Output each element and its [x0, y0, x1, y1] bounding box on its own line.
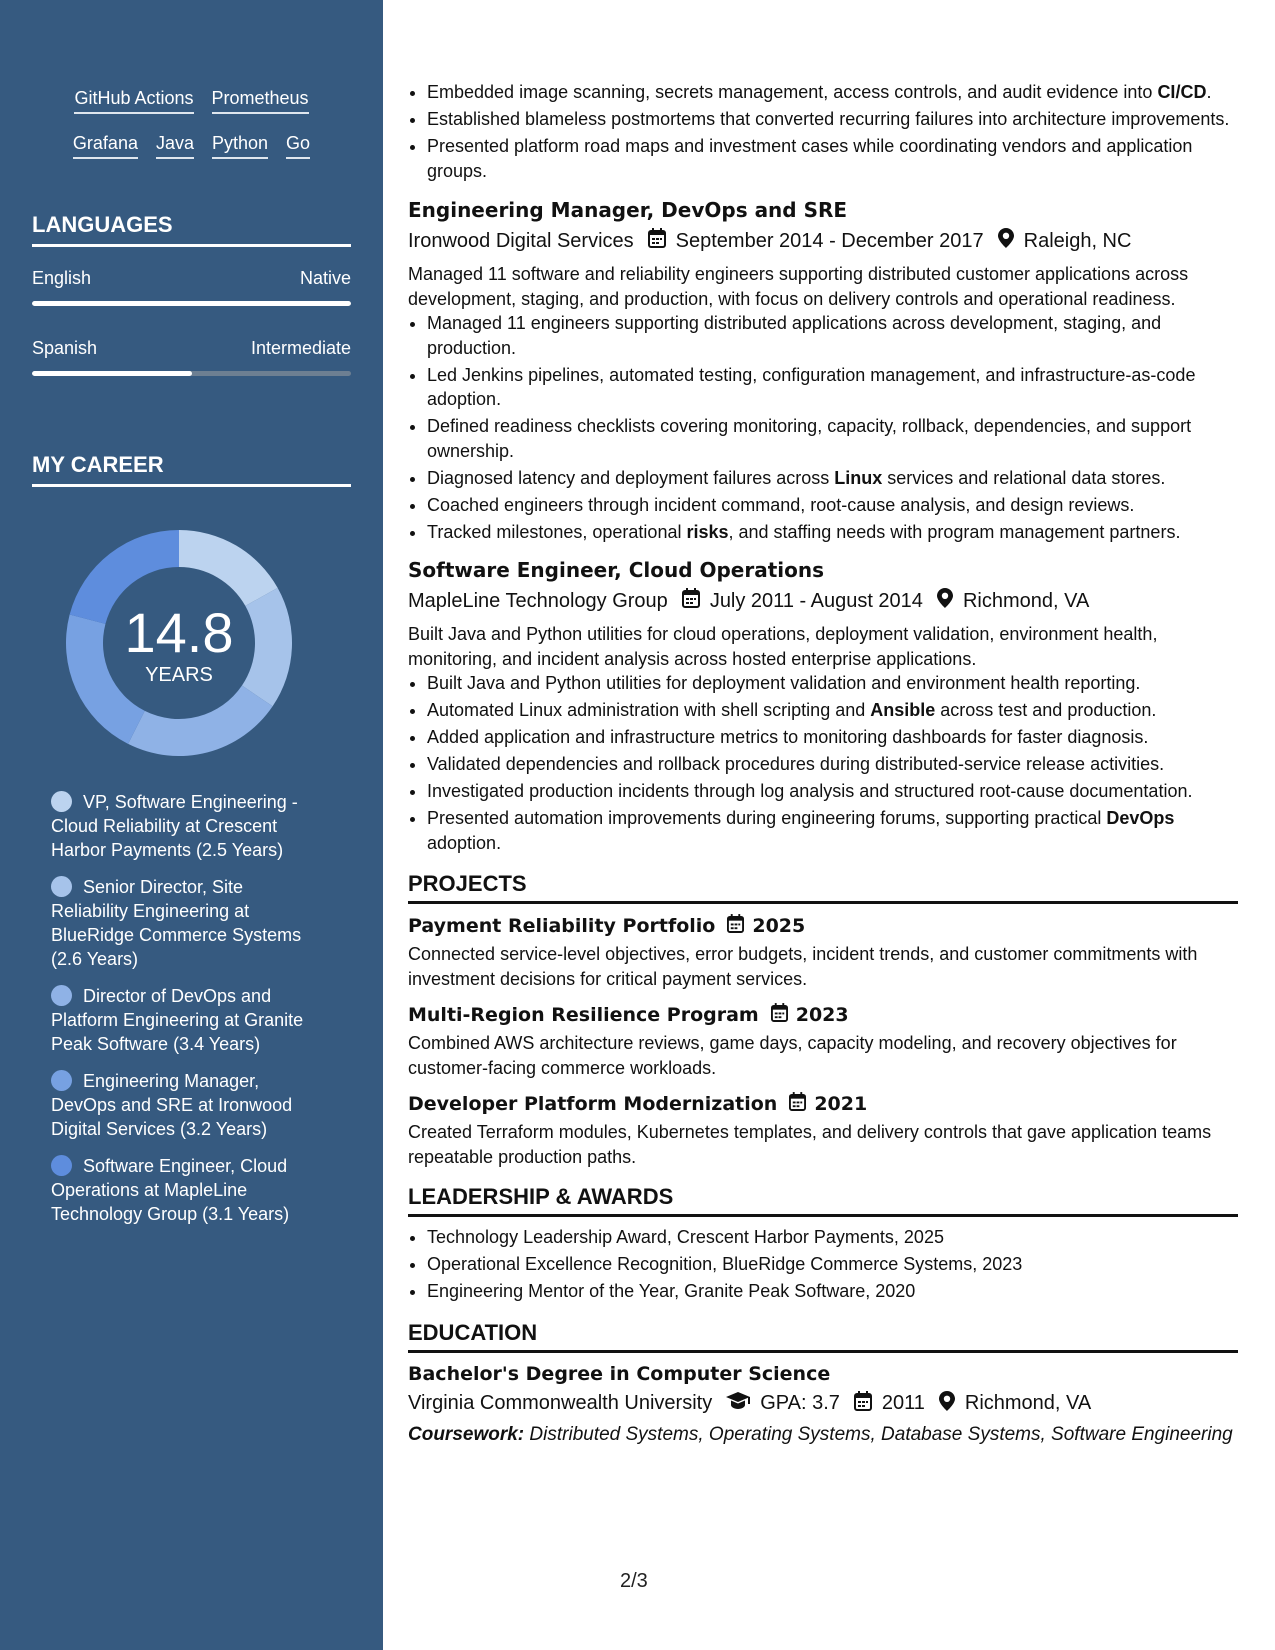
map-pin-icon — [998, 228, 1014, 254]
calendar-icon — [854, 1391, 872, 1417]
project-item — [408, 1092, 1238, 1169]
skill-tag[interactable]: Python — [212, 133, 268, 159]
awards-section — [408, 1184, 1238, 1304]
award-item: • Engineering Mentor of the Year, Granite Peak Software, 2020 — [427, 1279, 1238, 1304]
bullet-item — [427, 414, 1238, 463]
project-title: Developer Platform Modernization — [408, 1093, 778, 1115]
project-year: 2023 — [795, 1004, 849, 1026]
award-item: • Operational Excellence Recognition, BlueRidge Commerce Systems, 2023 — [427, 1252, 1238, 1277]
bullet-text: Defined readiness checklists covering monitoring, capacity, rollback, dependencies, and support ownership. — [427, 416, 1192, 461]
legend-dot — [51, 985, 72, 1006]
skills-row — [0, 88, 383, 114]
calendar-icon — [727, 914, 744, 938]
career-item — [51, 984, 321, 1056]
company-name: Ironwood Digital Services — [408, 229, 634, 252]
bullet-text: Built Java and Python utilities for deployment validation and environment health reporting. — [427, 673, 1141, 693]
bullet-text: Established blameless postmortems that converted recurring failures into architecture improvements. — [427, 109, 1230, 129]
career-item-text: Senior Director, Site Reliability Engineering at BlueRidge Commerce Systems (2.6 Years) — [51, 877, 302, 969]
career-item — [51, 1069, 321, 1141]
graduation-year: 2011 — [881, 1392, 925, 1414]
projects-heading: PROJECTS — [408, 871, 1238, 904]
skill-tag[interactable]: Prometheus — [212, 88, 309, 114]
language-english — [32, 268, 351, 306]
language-level: Intermediate — [250, 338, 351, 358]
project-title: Multi-Region Resilience Program — [408, 1004, 759, 1026]
bullet-bold-text: Linux — [834, 467, 883, 488]
bullet-bold-text: Ansible — [870, 700, 936, 720]
bullet-text: across test and production. — [935, 700, 1157, 720]
job-meta — [408, 228, 1238, 254]
bullet-item — [427, 493, 1238, 518]
skills-row — [0, 133, 383, 159]
main-content — [408, 0, 1238, 1447]
map-pin-icon — [939, 1391, 955, 1417]
job-meta — [408, 588, 1238, 614]
skill-tag[interactable]: GitHub Actions — [74, 88, 193, 114]
bullet-bold-text: CI/CD — [1157, 82, 1207, 102]
career-item — [51, 790, 321, 862]
bullet-item — [427, 779, 1238, 804]
bullet-text: adoption. — [427, 832, 502, 853]
awards-heading: LEADERSHIP & AWARDS — [408, 1184, 1238, 1217]
career-total-years: 14.8 — [124, 601, 234, 664]
legend-dot — [51, 876, 72, 897]
education-section — [408, 1320, 1238, 1447]
language-name: Spanish — [32, 338, 98, 358]
language-bar — [32, 301, 351, 306]
bullet-item — [427, 671, 1238, 696]
bullet-text: Presented platform road maps and investment cases while coordinating vendors and application groups. — [427, 136, 1193, 181]
bullet-text: , and staffing needs with program management partners. — [728, 521, 1181, 542]
page-number: 2/3 — [620, 1570, 648, 1592]
top-bullets — [408, 80, 1238, 183]
education-meta — [408, 1391, 1238, 1417]
bullet-item — [427, 107, 1238, 132]
bullet-text: Embedded image scanning, secrets management, access controls, and audit evidence into — [427, 82, 1158, 102]
degree-title: Bachelor's Degree in Computer Science — [408, 1362, 831, 1385]
calendar-icon — [771, 1003, 788, 1027]
job-entry — [408, 558, 1238, 855]
sidebar — [0, 0, 383, 1650]
project-year: 2021 — [814, 1093, 868, 1115]
school-name: Virginia Commonwealth University — [408, 1392, 713, 1414]
language-name: English — [32, 268, 92, 288]
bullet-item — [427, 725, 1238, 750]
career-heading: MY CAREER — [32, 452, 351, 487]
bullet-bold-text: risks — [686, 521, 729, 542]
career-item-text: Director of DevOps and Platform Engineering at Granite Peak Software (3.4 Years) — [51, 986, 304, 1054]
bullet-item — [427, 806, 1238, 855]
bullet-text: services and relational data stores. — [882, 467, 1166, 488]
legend-dot — [51, 1070, 72, 1091]
bullet-text: Tracked milestones, operational — [427, 521, 687, 542]
bullet-text: Automated Linux administration with shell scripting and — [427, 700, 871, 720]
project-item — [408, 914, 1238, 991]
gpa: GPA: 3.7 — [760, 1392, 840, 1414]
calendar-icon — [648, 228, 666, 254]
legend-dot — [51, 791, 72, 812]
career-item-text: Software Engineer, Cloud Operations at MapleLine Technology Group (3.1 Years) — [51, 1156, 290, 1224]
skill-tag[interactable]: Grafana — [73, 133, 138, 159]
bullet-text: Coached engineers through incident command, root-cause analysis, and design reviews. — [427, 494, 1135, 515]
bullet-item — [427, 520, 1238, 545]
bullet-text: Investigated production incidents through log analysis and structured root-cause documentation. — [427, 781, 1193, 801]
project-year: 2025 — [752, 915, 806, 937]
education-heading: EDUCATION — [408, 1320, 1238, 1353]
donut-segment — [179, 530, 278, 606]
bullet-item — [427, 466, 1238, 491]
coursework-label: Coursework: — [408, 1423, 525, 1445]
bullet-item — [427, 752, 1238, 777]
company-name: MapleLine Technology Group — [408, 589, 668, 612]
coursework — [408, 1423, 1238, 1447]
projects-section — [408, 871, 1238, 1169]
map-pin-icon — [937, 588, 953, 614]
job-title: Engineering Manager, DevOps and SRE — [408, 198, 848, 222]
bullet-text: Validated dependencies and rollback procedures during distributed-service release activities. — [427, 754, 1165, 774]
calendar-icon — [789, 1092, 806, 1116]
bullet-text: Led Jenkins pipelines, automated testing, configuration management, and infrastructure-as-code adoption. — [427, 364, 1196, 409]
job-location: Richmond, VA — [962, 589, 1090, 612]
legend-dot — [51, 1155, 72, 1176]
project-description: Combined AWS architecture reviews, game days, capacity modeling, and recovery objectives for customer-facing commerce workloads. — [408, 1033, 1177, 1078]
skill-tag[interactable]: Java — [156, 133, 194, 159]
bullet-text: Added application and infrastructure metrics to monitoring dashboards for faster diagnosis. — [427, 727, 1149, 747]
career-item — [51, 1154, 321, 1226]
project-description: Connected service-level objectives, error budgets, incident trends, and customer commitments with investment decisions for critical payment services. — [408, 944, 1198, 989]
language-bar-fill — [32, 371, 192, 376]
job-dates: September 2014 - December 2017 — [675, 229, 984, 252]
career-total-unit: YEARS — [145, 664, 213, 686]
project-title: Payment Reliability Portfolio — [408, 915, 716, 937]
bullet-item — [427, 363, 1238, 412]
job-title: Software Engineer, Cloud Operations — [408, 558, 825, 582]
career-item-text: VP, Software Engineering - Cloud Reliability at Crescent Harbor Payments (2.5 Years) — [51, 792, 298, 860]
bullet-item — [427, 698, 1238, 723]
skill-tag[interactable]: Go — [286, 133, 310, 159]
language-level: Native — [299, 268, 351, 288]
bullet-item — [427, 311, 1238, 360]
awards-list — [408, 1225, 1238, 1304]
coursework-list: Distributed Systems, Operating Systems, Database Systems, Software Engineering — [524, 1423, 1233, 1445]
calendar-icon — [682, 588, 700, 614]
language-bar-fill — [32, 301, 351, 306]
job-bullets — [408, 311, 1238, 544]
language-spanish — [32, 338, 351, 376]
job-dates: July 2011 - August 2014 — [709, 589, 923, 612]
bullet-item — [427, 80, 1238, 105]
bullet-text: . — [1206, 82, 1212, 102]
bullet-text: Diagnosed latency and deployment failures across — [427, 467, 835, 488]
job-bullets — [408, 671, 1238, 855]
graduation-cap-icon — [726, 1392, 750, 1416]
bullet-text: Managed 11 engineers supporting distributed applications across development, staging, and production. — [427, 313, 1162, 358]
career-item — [51, 875, 321, 971]
bullet-item — [427, 134, 1238, 183]
career-item-text: Engineering Manager, DevOps and SRE at Ironwood Digital Services (3.2 Years) — [51, 1071, 293, 1139]
job-entry — [408, 198, 1238, 544]
job-summary: Built Java and Python utilities for cloud operations, deployment validation, environment health, monitoring, and incident analysis across hosted enterprise applications. — [408, 624, 1158, 669]
career-list — [51, 790, 321, 1239]
bullet-bold-text: DevOps — [1106, 808, 1175, 828]
project-item — [408, 1003, 1238, 1080]
job-summary: Managed 11 software and reliability engineers supporting distributed customer applications across development, staging, and production, with focus on delivery controls and operational readiness. — [408, 264, 1189, 309]
bullet-text: Presented automation improvements during engineering forums, supporting practical — [427, 808, 1107, 828]
award-item: • Technology Leadership Award, Crescent Harbor Payments, 2025 — [427, 1225, 1238, 1250]
language-bar — [32, 371, 351, 376]
donut-segment — [128, 686, 272, 756]
project-description: Created Terraform modules, Kubernetes templates, and delivery controls that gave application teams repeatable production paths. — [408, 1122, 1212, 1167]
job-location: Raleigh, NC — [1023, 229, 1132, 252]
school-location: Richmond, VA — [964, 1392, 1092, 1414]
languages-heading: LANGUAGES — [32, 212, 351, 247]
